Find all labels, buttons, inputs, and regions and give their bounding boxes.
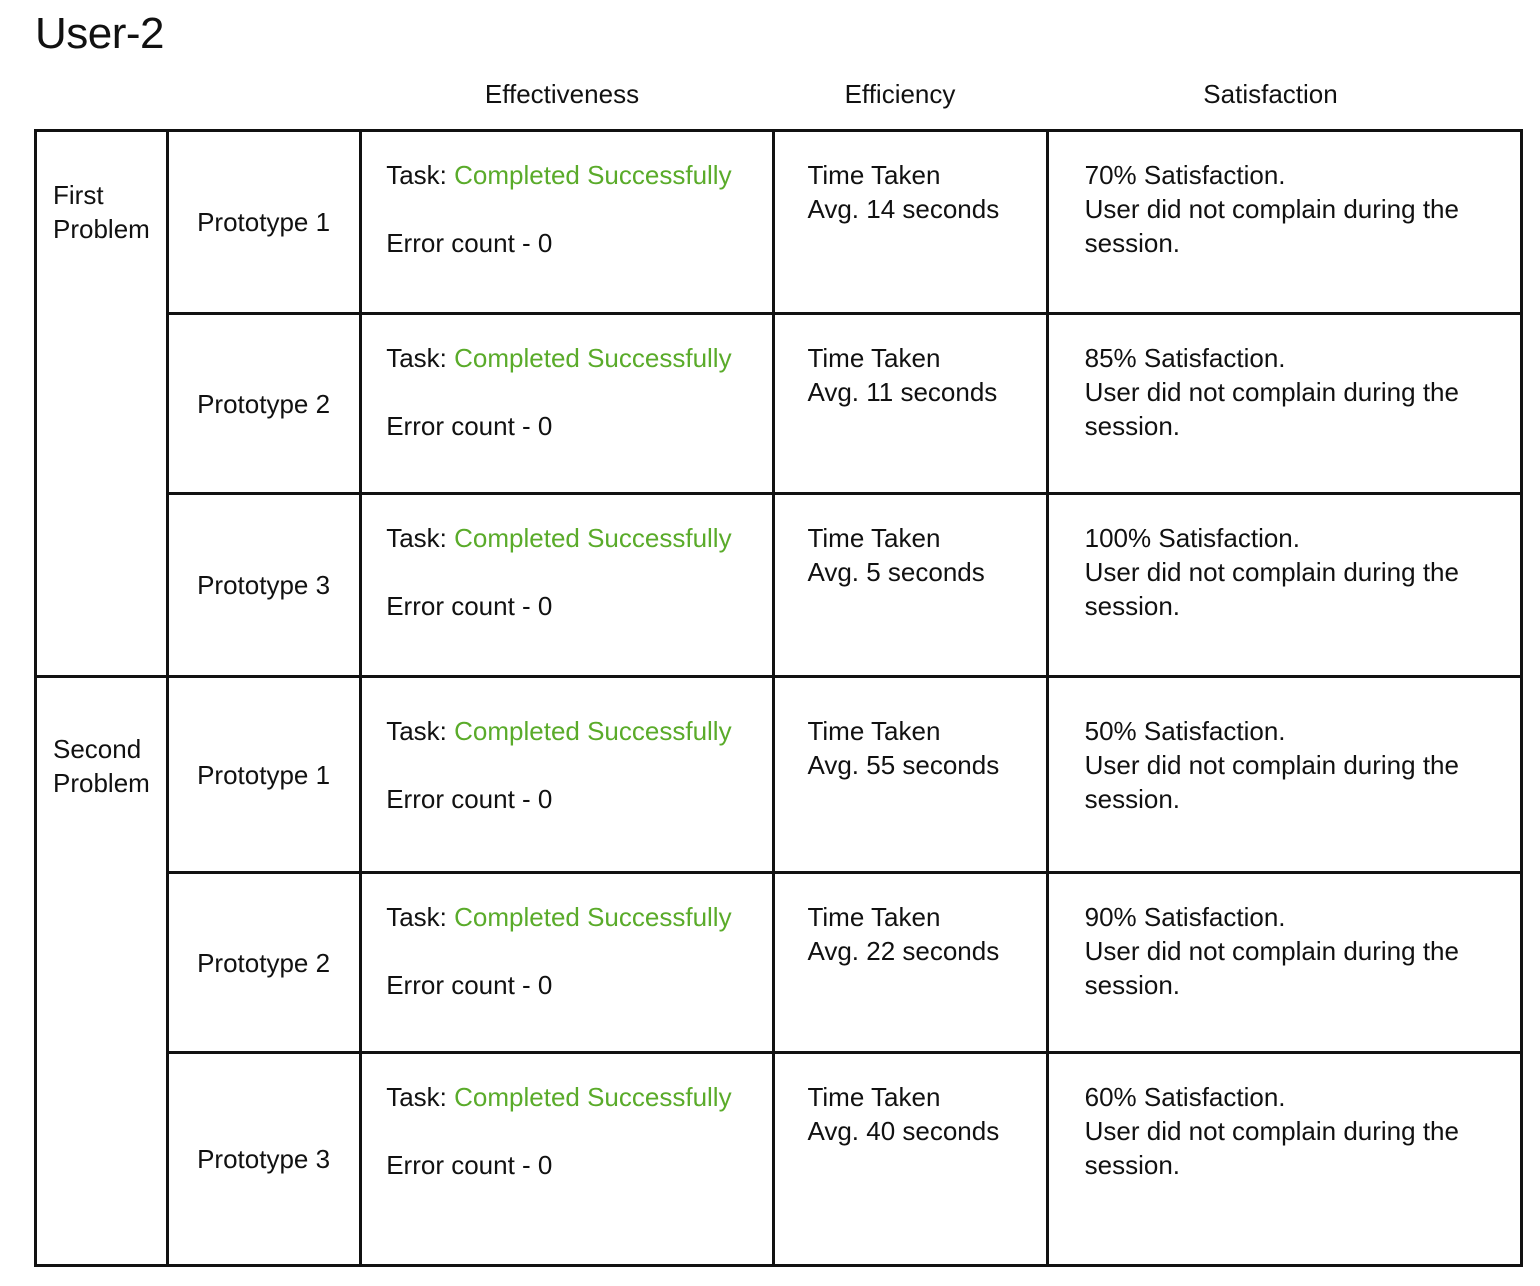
- error-count: Error count - 0: [386, 228, 553, 258]
- task-label: Task:: [386, 1082, 447, 1112]
- avg-time: Avg. 40 seconds: [807, 1116, 1000, 1146]
- effectiveness-cell: [361, 677, 774, 873]
- efficiency-cell: [774, 314, 1047, 494]
- time-taken-label: Time Taken: [807, 716, 941, 746]
- table-row: [36, 314, 1522, 494]
- effectiveness-cell: [361, 314, 774, 494]
- satisfaction-cell: [1047, 873, 1521, 1053]
- error-count: Error count - 0: [386, 591, 553, 621]
- results-table: [34, 129, 1523, 1267]
- prototype-label: Prototype 3: [168, 1053, 361, 1266]
- satisfaction-comment-line1: User did not complain during the: [1084, 194, 1459, 224]
- satisfaction-value: 100% Satisfaction.: [1084, 523, 1300, 553]
- satisfaction-comment-line1: User did not complain during the: [1084, 377, 1459, 407]
- task-status: Completed Successfully: [454, 902, 732, 932]
- problem-label-second: [36, 677, 168, 1266]
- satisfaction-comment-line2: session.: [1084, 591, 1181, 621]
- task-status: Completed Successfully: [454, 1082, 732, 1112]
- satisfaction-comment-line2: session.: [1084, 411, 1181, 441]
- efficiency-cell: [774, 873, 1047, 1053]
- task-label: Task:: [386, 716, 447, 746]
- time-taken-label: Time Taken: [807, 160, 941, 190]
- problem-name-line1: Second: [53, 734, 142, 764]
- problem-name-line2: Problem: [53, 214, 150, 244]
- table-row: [36, 873, 1522, 1053]
- efficiency-cell: [774, 677, 1047, 873]
- task-status: Completed Successfully: [454, 160, 732, 190]
- satisfaction-comment-line2: session.: [1084, 228, 1181, 258]
- avg-time: Avg. 14 seconds: [807, 194, 1000, 224]
- error-count: Error count - 0: [386, 1150, 553, 1180]
- prototype-label: Prototype 1: [168, 677, 361, 873]
- satisfaction-value: 60% Satisfaction.: [1084, 1082, 1286, 1112]
- time-taken-label: Time Taken: [807, 1082, 941, 1112]
- time-taken-label: Time Taken: [807, 902, 941, 932]
- time-taken-label: Time Taken: [807, 343, 941, 373]
- satisfaction-value: 70% Satisfaction.: [1084, 160, 1286, 190]
- satisfaction-value: 90% Satisfaction.: [1084, 902, 1286, 932]
- effectiveness-cell: [361, 1053, 774, 1266]
- efficiency-cell: [774, 1053, 1047, 1266]
- page-title: User-2: [35, 9, 165, 58]
- satisfaction-comment-line1: User did not complain during the: [1084, 1116, 1459, 1146]
- task-label: Task:: [386, 160, 447, 190]
- effectiveness-cell: [361, 131, 774, 314]
- table-row: [36, 494, 1522, 677]
- satisfaction-comment-line1: User did not complain during the: [1084, 750, 1459, 780]
- table-row: [36, 1053, 1522, 1266]
- task-label: Task:: [386, 902, 447, 932]
- column-header-efficiency: Efficiency: [844, 79, 956, 109]
- prototype-label: Prototype 2: [168, 314, 361, 494]
- time-taken-label: Time Taken: [807, 523, 941, 553]
- satisfaction-cell: [1047, 1053, 1521, 1266]
- satisfaction-cell: [1047, 314, 1521, 494]
- avg-time: Avg. 5 seconds: [807, 557, 985, 587]
- task-label: Task:: [386, 343, 447, 373]
- task-status: Completed Successfully: [454, 523, 732, 553]
- efficiency-cell: [774, 494, 1047, 677]
- task-label: Task:: [386, 523, 447, 553]
- error-count: Error count - 0: [386, 411, 553, 441]
- avg-time: Avg. 11 seconds: [807, 377, 998, 407]
- column-header-effectiveness: Effectiveness: [484, 79, 640, 109]
- prototype-label: Prototype 1: [168, 131, 361, 314]
- error-count: Error count - 0: [386, 784, 553, 814]
- problem-label-first: [36, 131, 168, 677]
- error-count: Error count - 0: [386, 970, 553, 1000]
- satisfaction-cell: [1047, 677, 1521, 873]
- column-header-satisfaction: Satisfaction: [1203, 79, 1338, 109]
- effectiveness-cell: [361, 494, 774, 677]
- table-row: [36, 131, 1522, 314]
- satisfaction-comment-line2: session.: [1084, 784, 1181, 814]
- satisfaction-cell: [1047, 494, 1521, 677]
- task-status: Completed Successfully: [454, 343, 732, 373]
- satisfaction-comment-line1: User did not complain during the: [1084, 557, 1459, 587]
- satisfaction-value: 85% Satisfaction.: [1084, 343, 1286, 373]
- satisfaction-cell: [1047, 131, 1521, 314]
- efficiency-cell: [774, 131, 1047, 314]
- avg-time: Avg. 55 seconds: [807, 750, 1000, 780]
- satisfaction-comment-line2: session.: [1084, 970, 1181, 1000]
- table-row: [36, 677, 1522, 873]
- effectiveness-cell: [361, 873, 774, 1053]
- avg-time: Avg. 22 seconds: [807, 936, 1000, 966]
- satisfaction-value: 50% Satisfaction.: [1084, 716, 1286, 746]
- satisfaction-comment-line2: session.: [1084, 1150, 1181, 1180]
- prototype-label: Prototype 2: [168, 873, 361, 1053]
- prototype-label: Prototype 3: [168, 494, 361, 677]
- task-status: Completed Successfully: [454, 716, 732, 746]
- problem-name-line1: First: [53, 180, 104, 210]
- problem-name-line2: Problem: [53, 768, 150, 798]
- satisfaction-comment-line1: User did not complain during the: [1084, 936, 1459, 966]
